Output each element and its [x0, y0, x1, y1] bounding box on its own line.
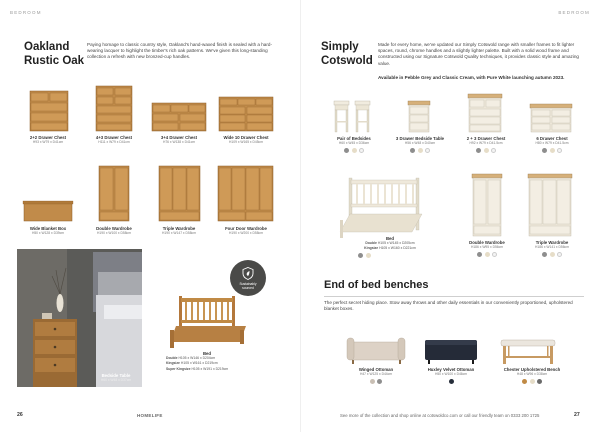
badge-text: [239, 282, 256, 290]
product-dims: H190 x W147 x D58cm: [162, 231, 196, 235]
winged-ottoman-label: [343, 367, 409, 384]
swatch-grey[interactable]: [476, 148, 481, 153]
bed-size-kingsize: [350, 246, 430, 251]
cotswold-3-drawer-bedside-label: [392, 136, 448, 153]
product-dims: H47 x W125 x D44cm: [359, 372, 393, 376]
cotswold-availability: Available in Pebble Grey and Classic Cream, with Pure White launching autumn 2023.: [378, 75, 565, 80]
size-name: Double: [166, 356, 178, 360]
colour-swatches: [343, 379, 409, 384]
product-name: Bedside Table: [101, 373, 131, 378]
product-name: Bed: [202, 351, 212, 356]
size-dims: H105 x W160 x D221cm: [379, 246, 416, 250]
colour-swatches: [350, 253, 430, 258]
badge-line2: sourced: [242, 285, 254, 290]
product-name: 6 Drawer Chest: [536, 136, 568, 141]
product-dims: H92 x W79 x D41.5cm: [469, 141, 503, 145]
chester-upholstered-bench-label: [492, 367, 572, 384]
product-name: 3+4 Drawer Chest: [160, 135, 198, 140]
swatch-grey[interactable]: [358, 253, 363, 258]
product-name: Wide Blanket Box: [29, 226, 67, 231]
size-name: Double: [365, 241, 377, 245]
product-dims: H76 x W138 x D41cm: [162, 140, 196, 144]
winged-ottoman-image: [347, 338, 405, 364]
product-name: Pair of Bedsides: [337, 136, 371, 141]
oak-wide-10-drawer-chest-label: [217, 135, 275, 144]
colour-swatches: [492, 379, 572, 384]
product-name: Wide 10 Drawer Chest: [223, 135, 269, 140]
cotswold-triple-wardrobe-label: [522, 240, 582, 257]
product-name: 2+2 Drawer Chest: [29, 135, 67, 140]
cotswold-double-wardrobe-image: [472, 174, 502, 236]
section-divider: [324, 296, 584, 297]
oak-bed-image: [170, 296, 246, 348]
cotswold-bed-label: [350, 236, 430, 258]
oak-four-door-wardrobe-image: [218, 166, 273, 221]
swatch-white[interactable]: [359, 148, 364, 153]
oak-blanket-box-image: [23, 201, 73, 221]
oak-double-wardrobe-label: [86, 226, 142, 235]
swatch-cream[interactable]: [366, 253, 371, 258]
size-name: Kingsize: [166, 361, 180, 366]
swatch-cream[interactable]: [418, 148, 423, 153]
cotswold-triple-wardrobe-image: [528, 174, 572, 236]
cotswold-6-drawer-chest-image: [530, 104, 572, 132]
right-page-header: BEDROOM: [558, 10, 590, 15]
swatch-taupe[interactable]: [370, 379, 375, 384]
product-dims: H50 x W128 x D39cm: [31, 231, 65, 235]
swatch-cream[interactable]: [485, 252, 490, 257]
colour-swatches: [328, 148, 380, 153]
product-name: Huxley Velvet Ottoman: [427, 367, 475, 372]
huxley-velvet-ottoman-label: [418, 367, 484, 384]
size-dims: H105 x W146 x D204cm: [178, 356, 216, 360]
swatch-cream[interactable]: [550, 252, 555, 257]
shield-leaf-icon: [242, 267, 254, 280]
swatch-grey[interactable]: [477, 252, 482, 257]
left-page-number: 26: [17, 412, 23, 418]
huxley-velvet-ottoman-image: [425, 340, 477, 364]
cotswold-pair-of-bedsides-image: [334, 101, 370, 132]
swatch-navy[interactable]: [449, 379, 454, 384]
product-name: Triple Wardrobe: [162, 226, 196, 231]
cotswold-title-line2: Cotswold: [321, 55, 373, 67]
colour-swatches: [459, 252, 515, 257]
sustainably-sourced-badge: [230, 260, 266, 296]
colour-swatches: [524, 148, 580, 153]
swatch-oak[interactable]: [522, 379, 527, 384]
swatch-cream[interactable]: [530, 379, 535, 384]
swatch-grey[interactable]: [542, 252, 547, 257]
product-dims: H186 x W95 x D56cm: [470, 245, 504, 249]
swatch-darkgrey[interactable]: [537, 379, 542, 384]
product-dims: H60 x W48 x D37cm: [100, 378, 132, 382]
oak-four-door-wardrobe-label: [217, 226, 275, 235]
oak-3-4-chest-image: [152, 103, 206, 131]
product-dims: H186 x W141 x D56cm: [535, 245, 569, 249]
oak-bed-label: [166, 351, 248, 372]
product-name: 2 + 3 Drawer Chest: [466, 136, 506, 141]
size-dims: H105 x W191 x D219cm: [191, 366, 229, 371]
product-name: 3 Drawer Bedside Table: [395, 136, 445, 141]
oak-blanket-box-label: [20, 226, 76, 235]
oak-2-2-chest-image: [30, 91, 68, 131]
swatch-white[interactable]: [557, 148, 562, 153]
oak-wide-10-drawer-chest-image: [219, 97, 273, 131]
oak-2-2-chest-label: [20, 135, 76, 144]
size-name: Kingsize: [364, 246, 379, 250]
right-page-number: 27: [574, 412, 580, 418]
oakland-title-line2: Rustic Oak: [24, 55, 85, 67]
size-name: Super Kingsize: [166, 366, 191, 371]
product-dims: H50 x W100 x D46cm: [434, 372, 468, 376]
product-name: Double Wardrobe: [96, 226, 132, 231]
swatch-white[interactable]: [492, 252, 497, 257]
bedroom-lifestyle-photo: [17, 249, 142, 387]
oak-4-3-chest-label: [86, 135, 142, 144]
footer-contact-text: See more of the collection and shop online at cotswoldco.com or call our friendly team on 0333 200 1725: [340, 413, 540, 418]
oak-triple-wardrobe-label: [151, 226, 207, 235]
oakland-intro: Paying homage to classic country style, Oakland's hand-waxed finish is sealed with a hard-wearing lacquer to highlight the timber's rich oak patterns. We've given this long-standing collection a refresh with new bronzed-cup handles.: [87, 42, 272, 60]
oak-triple-wardrobe-image: [159, 166, 200, 221]
product-dims: H48 x W96 x D38cm: [516, 372, 548, 376]
size-dims: H105 x W161 x D219cm: [180, 361, 218, 366]
bed-size-super-kingsize: [166, 367, 248, 372]
product-dims: H111 x W79 x D41cm: [98, 140, 130, 144]
swatch-white[interactable]: [491, 148, 496, 153]
cotswold-intro: Made for every home, we've updated our Simply Cotswold range with smaller frames to fit lighter spaces, round, chrome handles and a slightly lighter palette. Built with a solid wood frame and constructed using our Signature Cotswold Quality techniques, it provides classic style and amazing value.: [378, 42, 579, 66]
product-name: Double Wardrobe: [469, 240, 505, 245]
colour-swatches: [392, 148, 448, 153]
swatch-cream[interactable]: [550, 148, 555, 153]
badge-line1: Sustainably: [239, 281, 257, 286]
product-dims: H60 x W45 x D36cm: [338, 141, 370, 145]
product-dims: H56 x W48 x D40cm: [404, 141, 436, 145]
swatch-grey[interactable]: [377, 379, 382, 384]
swatch-cream[interactable]: [352, 148, 357, 153]
cotswold-title-line1: Simply: [321, 41, 359, 53]
oak-double-wardrobe-image: [99, 166, 129, 221]
cotswold-pair-of-bedsides-label: [328, 136, 380, 153]
swatch-grey[interactable]: [344, 148, 349, 153]
swatch-grey[interactable]: [542, 148, 547, 153]
product-name: Chester Upholstered Bench: [503, 367, 561, 372]
product-dims: H109 x W165 x D45cm: [229, 140, 263, 144]
benches-intro: The perfect secret hiding place. Stow away throws and other daily essentials in our conveniently proportioned, upholstered blanket boxes.: [324, 300, 573, 312]
product-name: Triple Wardrobe: [535, 240, 569, 245]
colour-swatches: [458, 148, 514, 153]
cotswold-bed-image: [340, 178, 422, 238]
colour-swatches: [522, 252, 582, 257]
oakland-title-line1: Oakland: [24, 41, 70, 53]
product-name: Four Door Wardrobe: [225, 226, 267, 231]
swatch-grey[interactable]: [410, 148, 415, 153]
product-dims: H190 x W100 x D58cm: [97, 231, 131, 235]
brand-name: HOMELIFE: [137, 413, 163, 418]
product-dims: H190 x W200 x D58cm: [229, 231, 263, 235]
cotswold-double-wardrobe-label: [459, 240, 515, 257]
swatch-white[interactable]: [425, 148, 430, 153]
product-name: Winged Ottoman: [358, 367, 394, 372]
product-dims: H93 x W79 x D41cm: [32, 140, 64, 144]
size-dims: H105 x W145 x D205cm: [377, 241, 415, 245]
oak-4-3-chest-image: [96, 86, 132, 131]
product-name: 4+3 Drawer Chest: [95, 135, 133, 140]
product-dims: H80 x W79 x D41.5cm: [535, 141, 569, 145]
left-page-header: BEDROOM: [10, 10, 42, 15]
swatch-white[interactable]: [557, 252, 562, 257]
benches-section-title: End of bed benches: [324, 279, 429, 291]
swatch-cream[interactable]: [484, 148, 489, 153]
cotswold-3-drawer-bedside-image: [408, 101, 430, 132]
cotswold-6-drawer-chest-label: [524, 136, 580, 153]
cotswold-2-3-drawer-chest-label: [458, 136, 514, 153]
product-name: Bed: [385, 236, 395, 241]
cotswold-2-3-drawer-chest-image: [468, 94, 502, 132]
chester-upholstered-bench-image: [501, 340, 555, 364]
colour-swatches: [418, 379, 484, 384]
oak-3-4-chest-label: [151, 135, 207, 144]
bedside-table-label: [92, 373, 140, 382]
